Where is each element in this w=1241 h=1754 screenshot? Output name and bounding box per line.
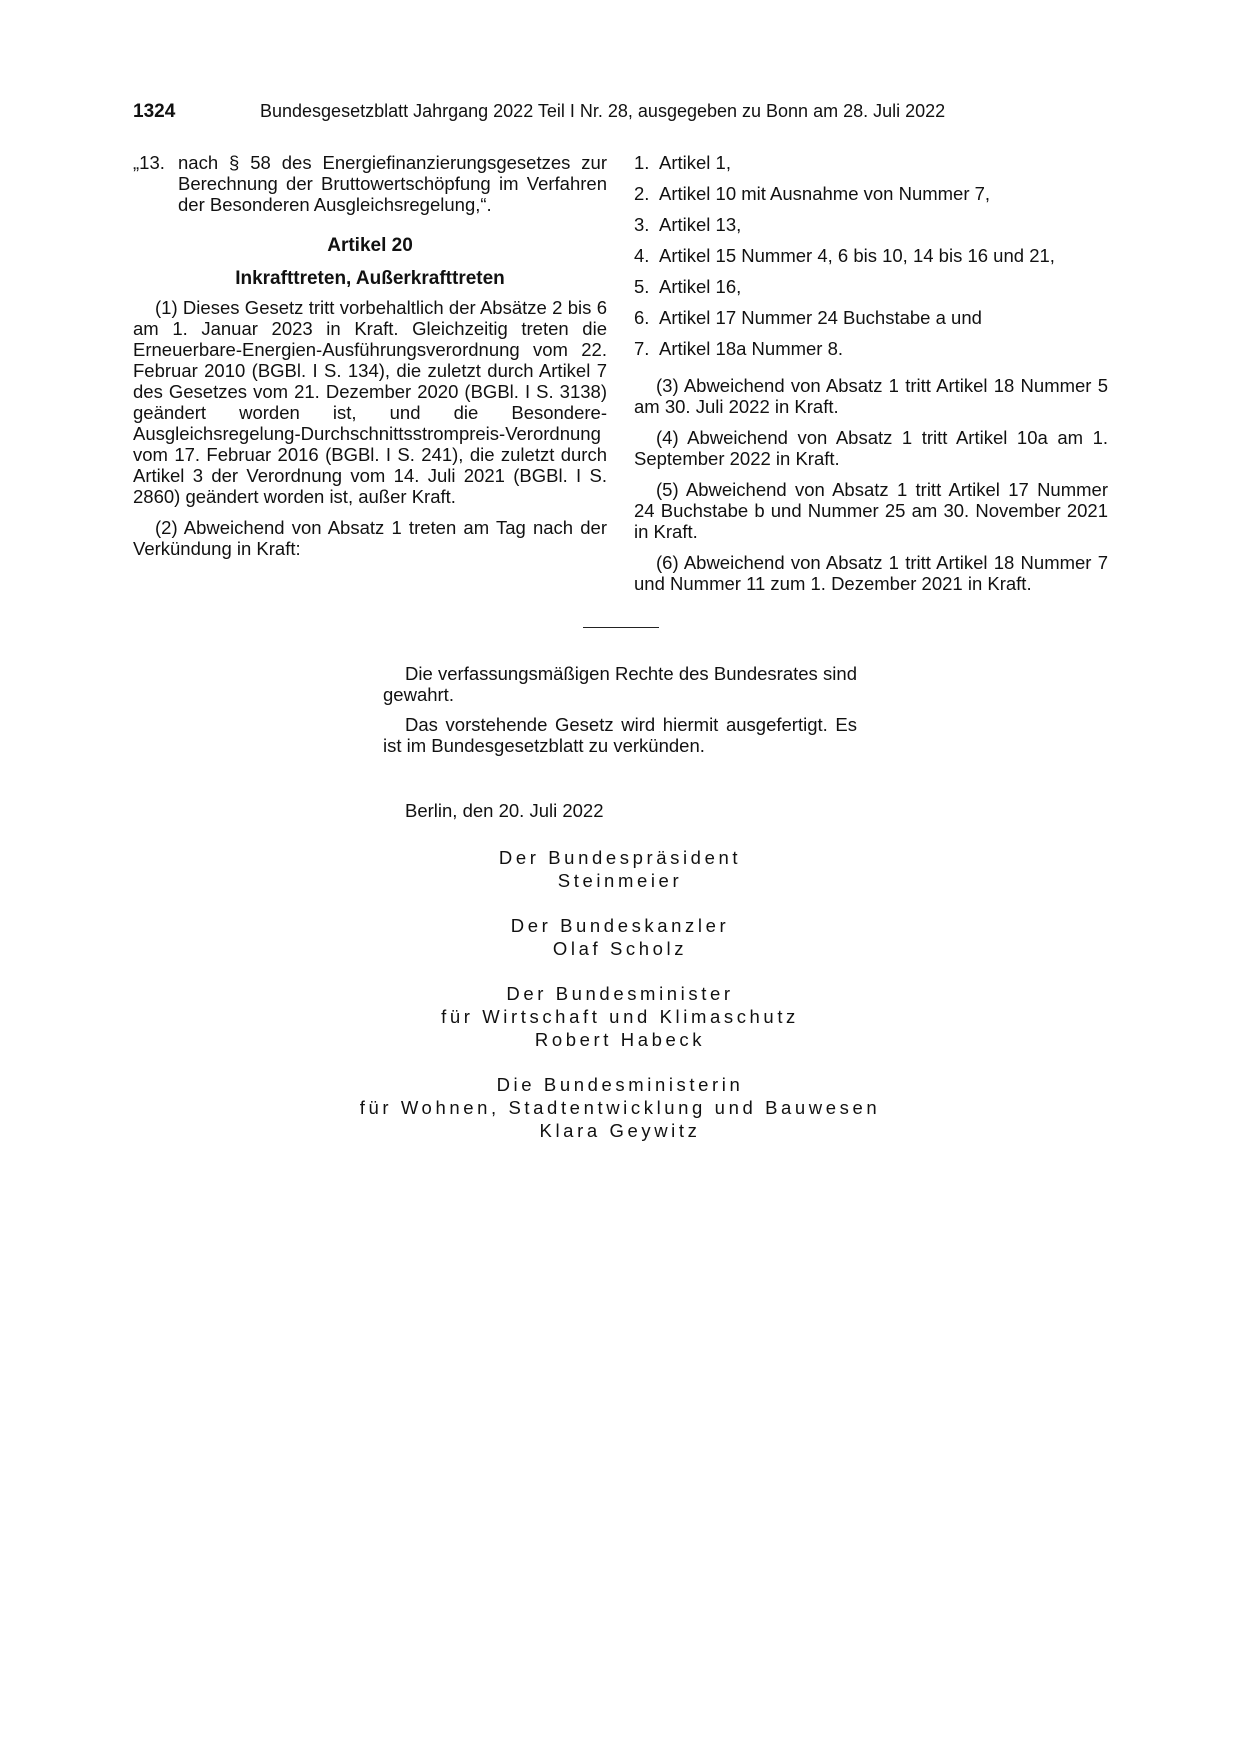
paragraph-4: (4) Abweichend von Absatz 1 tritt Artikel 10a am 1. September 2022 in Kraft. (634, 427, 1108, 469)
item-number: „13. (133, 152, 165, 173)
list-item-number: 4. (634, 245, 650, 266)
list-item-number: 5. (634, 276, 650, 297)
place-date: Berlin, den 20. Juli 2022 (405, 800, 604, 821)
list-item-text: Artikel 10 mit Ausnahme von Nummer 7, (659, 183, 991, 204)
paragraph-3: (3) Abweichend von Absatz 1 tritt Artikel 18 Nummer 5 am 30. Juli 2022 in Kraft. (634, 375, 1108, 417)
signature-economy-minister (320, 982, 920, 1051)
signature-housing-minister (320, 1073, 920, 1142)
signature-chancellor (320, 914, 920, 960)
effective-articles-list (634, 152, 1108, 369)
signatory-title: Der Bundespräsident (498, 847, 742, 868)
rights-statement: Die verfassungsmäßigen Rechte des Bundesrates sind gewahrt. (383, 663, 857, 705)
page-number: 1324 (133, 101, 176, 122)
signatory-portfolio: für Wohnen, Stadtentwicklung und Bauwesen (359, 1097, 881, 1118)
signatory-name: Robert Habeck (534, 1029, 706, 1050)
closing-block (383, 663, 857, 765)
signatory-title: Der Bundeskanzler (510, 915, 730, 936)
paragraph-5: (5) Abweichend von Absatz 1 tritt Artikel 17 Nummer 24 Buchstabe b und Nummer 25 am 30. November 2021 in Kraft. (634, 479, 1108, 542)
page-header (133, 101, 1108, 125)
list-item-text: Artikel 18a Nummer 8. (659, 338, 844, 359)
divider-rule (583, 627, 659, 628)
list-item-13 (133, 152, 607, 215)
list-item (634, 338, 1108, 369)
list-item-number: 6. (634, 307, 650, 328)
list-item-text: Artikel 1, (659, 152, 731, 173)
signatory-name: Olaf Scholz (552, 938, 688, 959)
running-title: Bundesgesetzblatt Jahrgang 2022 Teil I Nr. 28, ausgegeben zu Bonn am 28. Juli 2022 (260, 101, 946, 121)
signatory-name: Klara Geywitz (539, 1120, 701, 1141)
list-item-number: 3. (634, 214, 650, 235)
promulgation-statement: Das vorstehende Gesetz wird hiermit ausgefertigt. Es ist im Bundesgesetzblatt zu verkünden. (383, 714, 857, 756)
paragraph-1: (1) Dieses Gesetz tritt vorbehaltlich der Absätze 2 bis 6 am 1. Januar 2023 in Kraft. Gleichzeitig treten die Erneuerbare-Energien-Ausführungsverordnung vom 22. Februar 2010 (BGBl. I S. 134), die zuletzt durch Artikel 7 des Gesetzes vom 21. Dezember 2020 (BGBl. I S. 3138) geändert worden ist, und die Besondere-Ausgleichsregelung-Durchschnittsstrompreis-Verordnung vom 17. Februar 2016 (BGBl. I S. 241), die zuletzt durch Artikel 3 der Verordnung vom 14. Juli 2021 (BGBl. I S. 2860) geändert worden ist, außer Kraft. (133, 297, 607, 507)
list-item-text: Artikel 13, (659, 214, 742, 235)
list-item (634, 276, 1108, 307)
list-item-text: Artikel 16, (659, 276, 742, 297)
list-item (634, 152, 1108, 183)
paragraph-2: (2) Abweichend von Absatz 1 treten am Tag nach der Verkündung in Kraft: (133, 517, 607, 559)
item-text: nach § 58 des Energiefinanzierungsgesetzes zur Berechnung der Bruttowertschöpfung im Verfahren der Besonderen Ausgleichsregelung,“. (178, 152, 607, 215)
signatory-name: Steinmeier (557, 870, 683, 891)
list-item-number: 7. (634, 338, 650, 359)
paragraph-6: (6) Abweichend von Absatz 1 tritt Artikel 18 Nummer 7 und Nummer 11 zum 1. Dezember 2021 in Kraft. (634, 552, 1108, 594)
signature-block (320, 846, 920, 1164)
right-column (634, 152, 1108, 604)
article-number: Artikel 20 (327, 235, 413, 256)
signatory-title: Die Bundesministerin (496, 1074, 744, 1095)
signature-president (320, 846, 920, 892)
list-item (634, 245, 1108, 276)
list-item-text: Artikel 17 Nummer 24 Buchstabe a und (659, 307, 982, 328)
list-item (634, 307, 1108, 338)
article-title: Inkrafttreten, Außerkrafttreten (235, 268, 505, 289)
list-item (634, 214, 1108, 245)
list-item-number: 2. (634, 183, 650, 204)
list-item-number: 1. (634, 152, 650, 173)
signatory-portfolio: für Wirtschaft und Klimaschutz (441, 1006, 799, 1027)
signatory-title: Der Bundesminister (506, 983, 734, 1004)
list-item-text: Artikel 15 Nummer 4, 6 bis 10, 14 bis 16 und 21, (659, 245, 1055, 266)
left-column (133, 152, 607, 569)
list-item (634, 183, 1108, 214)
